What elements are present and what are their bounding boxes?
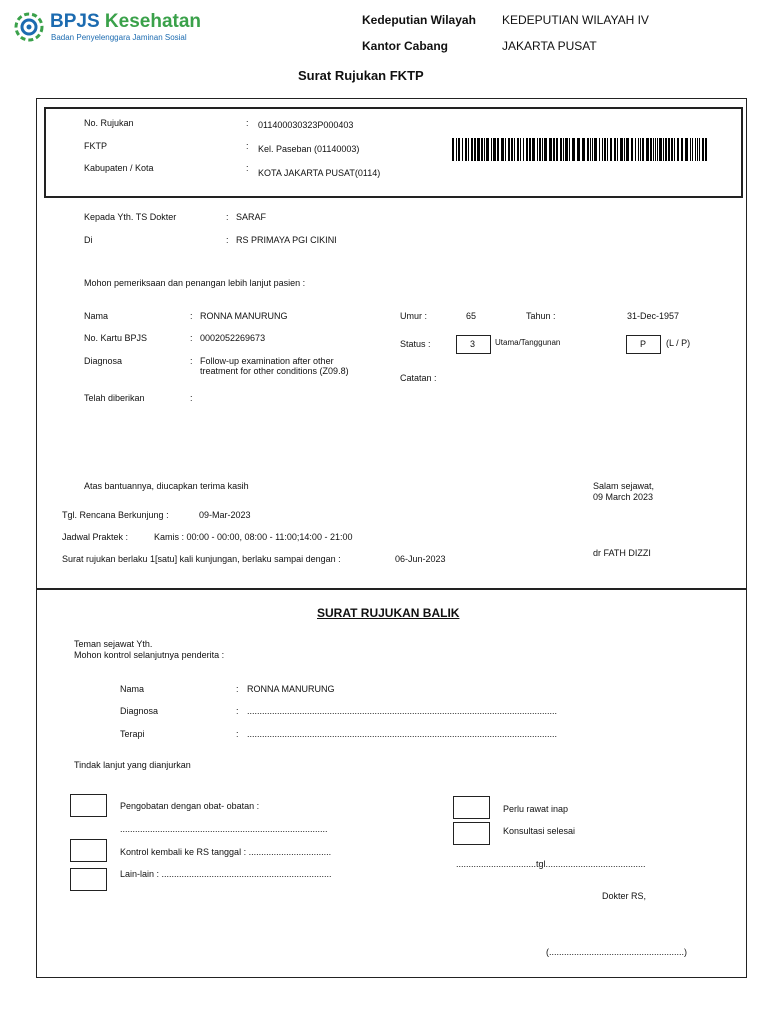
barcode-icon: [452, 138, 708, 161]
di-value: RS PRIMAYA PGI CIKINI: [236, 235, 337, 245]
balik-terapi-dots: ............................................................................................................................: [247, 729, 558, 739]
gender-box: [626, 335, 661, 354]
fktp-colon: :: [246, 141, 249, 151]
kedeputian-value: KEDEPUTIAN WILAYAH IV: [502, 13, 649, 27]
doctor-name: dr FATH DIZZI: [593, 548, 651, 558]
rawat-inap-label: Perlu rawat inap: [503, 804, 569, 814]
bpjs-logo: [14, 10, 202, 46]
balik-terapi-label: Terapi: [120, 729, 145, 739]
tgl-rencana-label: Tgl. Rencana Berkunjung :: [62, 510, 169, 520]
balik-mohon: Mohon kontrol selanjutnya penderita :: [74, 650, 225, 660]
konsultasi-label: Konsultasi selesai: [503, 826, 576, 836]
catatan-label: Catatan :: [400, 373, 437, 383]
tahun-value: 31-Dec-1957: [627, 311, 680, 321]
umur-value: 65: [466, 311, 477, 321]
balik-nama-colon: :: [236, 684, 239, 694]
checkbox-rawat-inap[interactable]: [453, 796, 490, 819]
checkbox-pengobatan[interactable]: [70, 794, 107, 817]
tgl-line: ................................tgl........................................: [456, 859, 646, 869]
logo-brand-kesehatan: Kesehatan: [104, 11, 202, 32]
nama-value: RONNA MANURUNG: [200, 311, 288, 321]
kabupaten-label: Kabupaten / Kota: [84, 163, 154, 173]
telah-colon: :: [190, 393, 193, 403]
no-rujukan-label: No. Rujukan: [84, 118, 134, 128]
berlaku-text: Surat rujukan berlaku 1[satu] kali kunjungan, berlaku sampai dengan :: [62, 554, 341, 564]
tindak-lanjut-label: Tindak lanjut yang dianjurkan: [74, 760, 191, 770]
tgl-rencana-value: 09-Mar-2023: [199, 510, 251, 520]
kartu-colon: :: [190, 333, 193, 343]
kedeputian-label: Kedeputian Wilayah: [362, 13, 476, 27]
balik-nama-value: RONNA MANURUNG: [247, 684, 335, 694]
checkbox-kontrol[interactable]: [70, 839, 107, 862]
page-title: Surat Rujukan FKTP: [298, 68, 424, 83]
checkbox-konsultasi[interactable]: [453, 822, 490, 845]
kartu-value: 0002052269673: [200, 333, 266, 343]
diagnosa-line2: treatment for other conditions (Z09.8): [200, 366, 349, 376]
balik-title: SURAT RUJUKAN BALIK: [317, 606, 460, 620]
salam-date: 09 March 2023: [593, 492, 654, 502]
balik-terapi-colon: :: [236, 729, 239, 739]
umur-label: Umur :: [400, 311, 427, 321]
kantor-label: Kantor Cabang: [362, 39, 449, 53]
diagnosa-line1: Follow-up examination after other: [200, 356, 334, 366]
balik-diagnosa-dots: ............................................................................................................................: [247, 706, 558, 716]
checkbox-lain[interactable]: [70, 868, 107, 891]
nama-label: Nama: [84, 311, 109, 321]
kepada-colon: :: [226, 212, 229, 222]
gender-value: P: [640, 339, 647, 349]
status-desc: Utama/Tanggunan: [495, 338, 561, 347]
kepada-value: SARAF: [236, 212, 267, 222]
kepada-label: Kepada Yth. TS Dokter: [84, 212, 177, 222]
kartu-label: No. Kartu BPJS: [84, 333, 148, 343]
mohon-text: Mohon pemeriksaan dan penangan lebih lanjut pasien :: [84, 278, 306, 288]
di-label: Di: [84, 235, 93, 245]
kantor-value: JAKARTA PUSAT: [502, 39, 597, 53]
fktp-label: FKTP: [84, 141, 108, 151]
balik-teman: Teman sejawat Yth.: [74, 639, 153, 649]
nama-colon: :: [190, 311, 193, 321]
salam-text: Salam sejawat,: [593, 481, 655, 491]
kabupaten-value: KOTA JAKARTA PUSAT(0114): [258, 168, 381, 178]
berlaku-value: 06-Jun-2023: [395, 554, 446, 564]
pengobatan-dots: ...................................................................................: [120, 824, 328, 834]
diagnosa-label: Diagnosa: [84, 356, 123, 366]
status-box: [456, 335, 491, 354]
balik-nama-label: Nama: [120, 684, 145, 694]
signature-line: (......................................................): [546, 947, 688, 957]
no-rujukan-colon: :: [246, 118, 249, 128]
di-colon: :: [226, 235, 229, 245]
logo-brand-bpjs: BPJS: [50, 11, 100, 32]
kontrol-label: Kontrol kembali ke RS tanggal : .................................: [120, 847, 332, 857]
lain-label: Lain-lain : ....................................................................: [120, 869, 332, 879]
gender-desc: (L / P): [666, 338, 691, 348]
status-label: Status :: [400, 339, 431, 349]
fktp-value: Kel. Paseban (01140003): [258, 144, 360, 154]
bpjs-logo-icon: [14, 12, 44, 42]
telah-label: Telah diberikan: [84, 393, 145, 403]
tahun-label: Tahun :: [526, 311, 556, 321]
jadwal-value: Kamis : 00:00 - 00:00, 08:00 - 11:00;14:00 - 21:00: [154, 532, 353, 542]
pengobatan-label: Pengobatan dengan obat- obatan :: [120, 801, 260, 811]
diagnosa-colon: :: [190, 356, 193, 366]
balik-diagnosa-colon: :: [236, 706, 239, 716]
thanks-text: Atas bantuannya, diucapkan terima kasih: [84, 481, 249, 491]
no-rujukan-value: 011400030323P000403: [258, 120, 354, 130]
logo-tagline: Badan Penyelenggara Jaminan Sosial: [51, 33, 187, 42]
dokter-rs-label: Dokter RS,: [602, 891, 647, 901]
status-value: 3: [470, 339, 476, 349]
kabupaten-colon: :: [246, 163, 249, 173]
jadwal-label: Jadwal Praktek :: [62, 532, 129, 542]
balik-diagnosa-label: Diagnosa: [120, 706, 159, 716]
